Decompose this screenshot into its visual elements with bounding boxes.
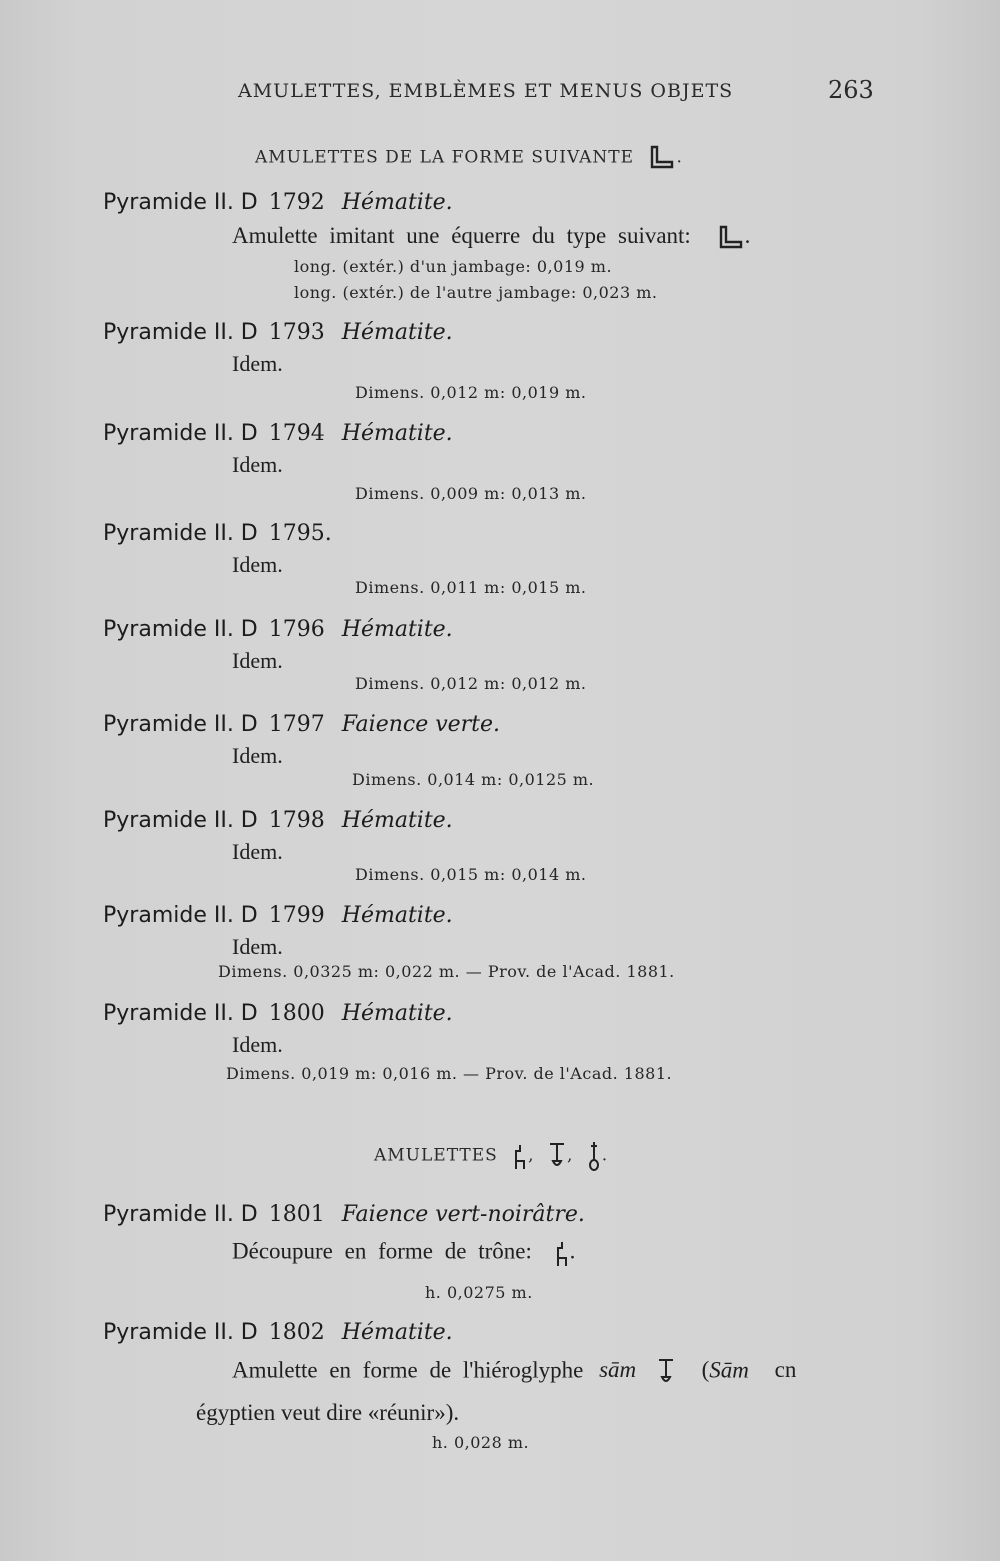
entry-measure: long. (extér.) de l'autre jambage: 0,023 m. bbox=[294, 283, 658, 302]
entry-material: Hématite. bbox=[341, 1001, 453, 1026]
section-title-end: . bbox=[676, 147, 683, 168]
square-angle-icon bbox=[648, 145, 676, 171]
entry-material: Faience vert-noirâtre. bbox=[341, 1202, 585, 1227]
entry-heading bbox=[103, 320, 453, 345]
entry-heading bbox=[103, 1202, 585, 1227]
sam-icon bbox=[656, 1357, 676, 1387]
entry-heading bbox=[103, 712, 500, 737]
entry-heading bbox=[103, 808, 453, 833]
entry-description: Idem. bbox=[232, 839, 283, 864]
entry-number: 1799 bbox=[268, 903, 325, 928]
entry-dimensions: Dimens. 0,012 m: 0,019 m. bbox=[355, 383, 587, 402]
entry-number: 1798 bbox=[268, 808, 325, 833]
entry-dimensions: Dimens. 0,0325 m: 0,022 m. — Prov. de l'Acad. 1881. bbox=[218, 962, 675, 981]
entry-number: 1800 bbox=[268, 1001, 325, 1026]
entry-dimensions: Dimens. 0,012 m: 0,012 m. bbox=[355, 674, 587, 693]
section-title-sep: , bbox=[566, 1145, 574, 1166]
entry-material: Hématite. bbox=[341, 903, 453, 928]
entry-heading bbox=[103, 190, 453, 215]
entry-material: Faience verte. bbox=[341, 712, 501, 737]
entry-description-end: . bbox=[569, 1238, 576, 1264]
running-title: AMULETTES, EMBLÈMES ET MENUS OBJETS bbox=[238, 80, 734, 102]
entry-heading bbox=[103, 421, 453, 446]
entry-description-tail: cn bbox=[774, 1357, 797, 1383]
entry-description: Idem. bbox=[232, 351, 283, 376]
entry-material: Hématite. bbox=[341, 190, 453, 215]
sam-word: sām bbox=[599, 1357, 637, 1383]
entry-label: Pyramide II. D bbox=[103, 903, 258, 928]
entry-description bbox=[232, 1238, 575, 1268]
section-title-2 bbox=[374, 1140, 608, 1172]
entry-number: 1793 bbox=[268, 320, 325, 345]
entry-dimensions: Dimens. 0,014 m: 0,0125 m. bbox=[352, 770, 595, 789]
section-title-text: AMULETTES DE LA FORME SUIVANTE bbox=[255, 147, 635, 168]
entry-material: Hématite. bbox=[341, 617, 453, 642]
paren-open: ( bbox=[701, 1357, 710, 1383]
sam-word-2: Sām bbox=[709, 1357, 749, 1383]
entry-number: 1797 bbox=[268, 712, 325, 737]
entry-material: Hématite. bbox=[341, 808, 453, 833]
entry-heading bbox=[103, 903, 453, 928]
ankh-like-icon bbox=[586, 1140, 602, 1172]
entry-description: Idem. bbox=[232, 552, 283, 577]
entry-label: Pyramide II. D bbox=[103, 1202, 258, 1227]
section-title-text: AMULETTES bbox=[374, 1145, 498, 1166]
entry-description: Idem. bbox=[232, 1032, 283, 1057]
entry-heading bbox=[103, 617, 453, 642]
entry-measure: long. (extér.) d'un jambage: 0,019 m. bbox=[294, 257, 613, 276]
entry-label: Pyramide II. D bbox=[103, 1001, 258, 1026]
entry-measure: h. 0,0275 m. bbox=[425, 1283, 533, 1302]
entry-heading bbox=[103, 521, 332, 546]
entry-description: Idem. bbox=[232, 934, 283, 959]
entry-dimensions: Dimens. 0,009 m: 0,013 m. bbox=[355, 484, 587, 503]
entry-description bbox=[232, 223, 750, 251]
entry-label: Pyramide II. D bbox=[103, 190, 258, 215]
entry-description-line2: égyptien veut dire «réunir»). bbox=[196, 1400, 460, 1425]
entry-material: Hématite. bbox=[341, 421, 453, 446]
entry-measure: h. 0,028 m. bbox=[432, 1433, 530, 1452]
entry-description-end: . bbox=[744, 223, 751, 248]
entry-label: Pyramide II. D bbox=[103, 712, 258, 737]
entry-dimensions: Dimens. 0,015 m: 0,014 m. bbox=[355, 865, 587, 884]
entry-number: 1801 bbox=[268, 1202, 325, 1227]
entry-description: Idem. bbox=[232, 452, 283, 477]
entry-material: Hématite. bbox=[341, 320, 453, 345]
section-title-1 bbox=[255, 145, 683, 171]
entry-label: Pyramide II. D bbox=[103, 320, 258, 345]
entry-description-text: Amulette imitant une équerre du type suivant: bbox=[232, 223, 691, 248]
entry-description-text: Découpure en forme de trône: bbox=[232, 1238, 532, 1264]
sam-icon bbox=[547, 1141, 567, 1171]
entry-description-text: Amulette en forme de l'hiéroglyphe bbox=[232, 1357, 584, 1383]
entry-description: Idem. bbox=[232, 743, 283, 768]
entry-number: 1794 bbox=[268, 421, 325, 446]
page-number: 263 bbox=[828, 76, 874, 104]
square-angle-icon bbox=[717, 225, 745, 251]
entry-number: 1792 bbox=[268, 190, 325, 215]
entry-number: 1802 bbox=[268, 1320, 325, 1345]
entry-heading bbox=[103, 1320, 453, 1345]
entry-label: Pyramide II. D bbox=[103, 617, 258, 642]
entry-label: Pyramide II. D bbox=[103, 421, 258, 446]
entry-material: Hématite. bbox=[341, 1320, 453, 1345]
entry-label: Pyramide II. D bbox=[103, 521, 258, 546]
entry-dimensions: Dimens. 0,011 m: 0,015 m. bbox=[355, 578, 587, 597]
entry-label: Pyramide II. D bbox=[103, 808, 258, 833]
throne-icon bbox=[554, 1238, 570, 1268]
entry-dimensions: Dimens. 0,019 m: 0,016 m. — Prov. de l'Acad. 1881. bbox=[226, 1064, 673, 1083]
section-title-sep: , bbox=[528, 1145, 535, 1166]
entry-description: Idem. bbox=[232, 648, 283, 673]
throne-icon bbox=[512, 1141, 528, 1171]
entry-heading bbox=[103, 1001, 453, 1026]
entry-label: Pyramide II. D bbox=[103, 1320, 258, 1345]
entry-number: 1795. bbox=[268, 521, 332, 546]
entry-description bbox=[232, 1357, 796, 1387]
section-title-end: . bbox=[601, 1145, 609, 1166]
entry-number: 1796 bbox=[268, 617, 325, 642]
